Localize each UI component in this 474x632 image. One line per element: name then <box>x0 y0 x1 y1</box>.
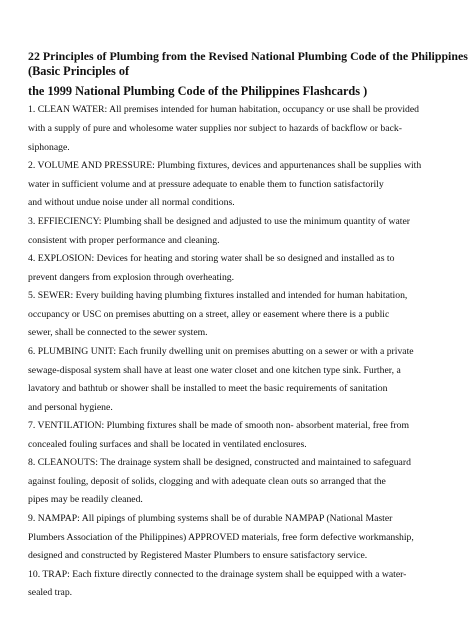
principle-7-line-2: concealed fouling surfaces and shall be located in ventilated enclosures. <box>28 439 307 450</box>
principle-1-line-2: with a supply of pure and wholesome water supplies nor subject to hazards of backflow or back- <box>28 123 402 134</box>
principle-4-line-2: prevent dangers from explosion through overheating. <box>28 272 235 283</box>
principle-9-line-2: Plumbers Association of the Philippines) APPROVED materials, free form defective workmanship, <box>28 532 414 543</box>
principle-6-line-1: 6. PLUMBING UNIT: Each frunily dwelling unit on premises abutting on a sewer or with a private <box>28 346 414 357</box>
principle-8-line-1: 8. CLEANOUTS: The drainage system shall be designed, constructed and maintained to safeguard <box>28 457 411 468</box>
principle-8-line-3: pipes may be readily cleaned. <box>28 494 143 505</box>
document-title-line-1: 22 Principles of Plumbing from the Revised National Plumbing Code of the Philippines <box>28 49 468 63</box>
document-title-line-2: (Basic Principles of <box>28 64 130 78</box>
principle-5-line-1: 5. SEWER: Every building having plumbing fixtures installed and intended for human habitation, <box>28 290 408 301</box>
principle-1-line-1: 1. CLEAN WATER: All premises intended for human habitation, occupancy or use shall be provided <box>28 104 420 115</box>
principle-2-line-3: and without undue noise under all normal conditions. <box>28 197 235 208</box>
principle-3-line-1: 3. EFFIECIENCY: Plumbing shall be designed and adjusted to use the minimum quantity of water <box>28 216 410 227</box>
principle-8-line-2: against fouling, deposit of solids, clogging and with adequate clean outs so arranged that the <box>28 476 386 487</box>
principle-5-line-2: occupancy or USC on premises abutting on a street, alley or easement where there is a public <box>28 309 390 320</box>
principle-1-line-3: siphonage. <box>28 142 70 153</box>
principle-10-line-2: sealed trap. <box>28 587 73 598</box>
principle-6-line-2: sewage-disposal system shall have at least one water closet and one kitchen type sink. Further, a <box>28 365 401 376</box>
principle-7-line-1: 7. VENTILATION: Plumbing fixtures shall be made of smooth non- absorbent material, free from <box>28 420 410 431</box>
principle-9-line-3: designed and constructed by Registered Master Plumbers to ensure satisfactory service. <box>28 550 368 561</box>
principle-6-line-3: lavatory and bathtub or shower shall be installed to meet the basic requirements of sanitation <box>28 383 388 394</box>
principle-6-line-4: and personal hygiene. <box>28 402 113 413</box>
principle-9-line-1: 9. NAMPAP: All pipings of plumbing systems shall be of durable NAMPAP (National Master <box>28 513 393 524</box>
principle-3-line-2: consistent with proper performance and cleaning. <box>28 235 220 246</box>
principle-5-line-3: sewer, shall be connected to the sewer system. <box>28 327 208 338</box>
principle-10-line-1: 10. TRAP: Each fixture directly connected to the drainage system shall be equipped with a water- <box>28 569 407 580</box>
principle-4-line-1: 4. EXPLOSION: Devices for heating and storing water shall be so designed and installed as to <box>28 253 395 264</box>
principle-2-line-1: 2. VOLUME AND PRESSURE: Plumbing fixtures, devices and appurtenances shall be supplies with <box>28 160 422 171</box>
principle-2-line-2: water in sufficient volume and at pressure adequate to enable them to function satisfactorily <box>28 179 384 190</box>
document-title-line-3: the 1999 National Plumbing Code of the Philippines Flashcards ) <box>28 84 368 98</box>
